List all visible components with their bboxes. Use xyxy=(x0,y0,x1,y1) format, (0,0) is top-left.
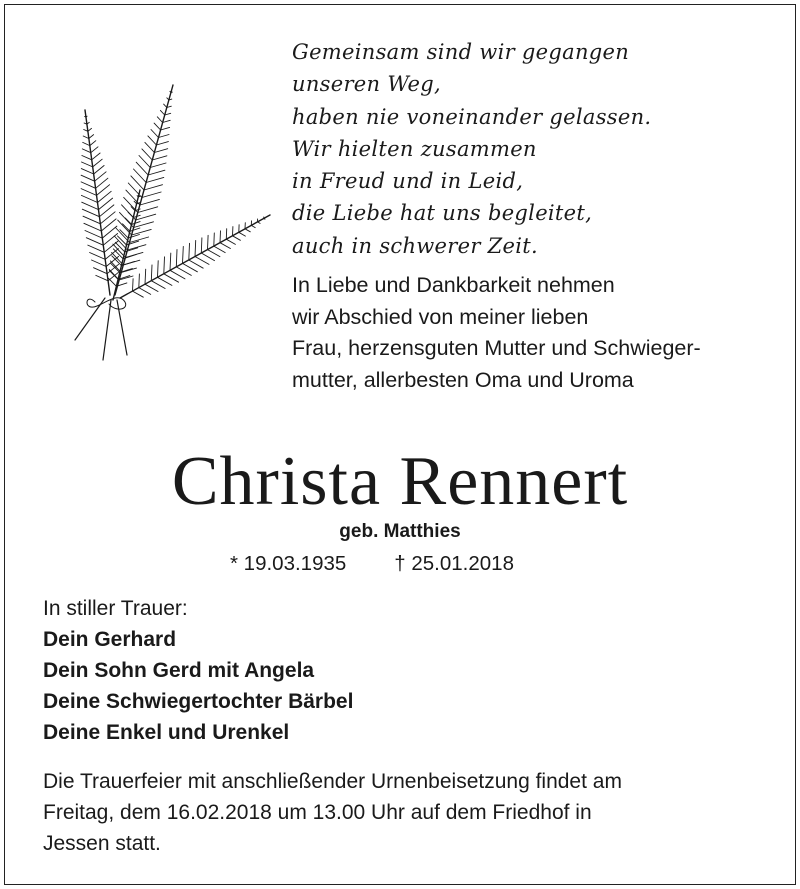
life-dates xyxy=(230,550,514,578)
farewell-line: wir Abschied von meiner lieben xyxy=(292,304,589,329)
poem-line: unseren Weg, xyxy=(292,72,441,97)
mourners-list xyxy=(43,593,353,748)
maiden-name: geb. Matthies xyxy=(339,521,461,542)
farewell-line: mutter, allerbesten Oma und Uroma xyxy=(292,367,634,392)
poem-line: Wir hielten zusammen xyxy=(292,136,537,161)
mourner-name: Dein Sohn Gerd mit Angela xyxy=(43,659,315,682)
service-line: Jessen statt. xyxy=(43,832,161,855)
mourner-name: Deine Enkel und Urenkel xyxy=(43,721,290,744)
farewell-line: Frau, herzensguten Mutter und Schwieger- xyxy=(292,336,701,360)
poem xyxy=(292,36,651,262)
funeral-service-info xyxy=(43,766,763,859)
birth-date: * 19.03.1935 xyxy=(230,552,347,575)
poem-line: Gemeinsam sind wir gegangen xyxy=(292,40,630,64)
mourner-name: Dein Gerhard xyxy=(43,628,177,651)
deceased-name: Christa Rennert xyxy=(171,443,629,520)
death-date: † 25.01.2018 xyxy=(394,552,514,575)
farewell-text xyxy=(292,270,701,396)
poem-line: haben nie voneinander gelassen. xyxy=(292,104,652,129)
poem-line: auch in schwerer Zeit. xyxy=(292,233,539,258)
farewell-line: In Liebe und Dankbarkeit nehmen xyxy=(292,273,615,297)
mourner-name: Deine Schwiegertochter Bärbel xyxy=(43,690,354,713)
mourners-heading: In stiller Trauer: xyxy=(43,597,188,620)
poem-line: in Freud und in Leid, xyxy=(292,169,524,194)
fern-bouquet-icon xyxy=(55,70,275,370)
service-line: Die Trauerfeier mit anschließender Urnenbeisetzung findet am xyxy=(43,770,622,793)
poem-line: die Liebe hat uns begleitet, xyxy=(292,201,593,226)
service-line: Freitag, dem 16.02.2018 um 13.00 Uhr auf dem Friedhof in xyxy=(43,801,592,824)
